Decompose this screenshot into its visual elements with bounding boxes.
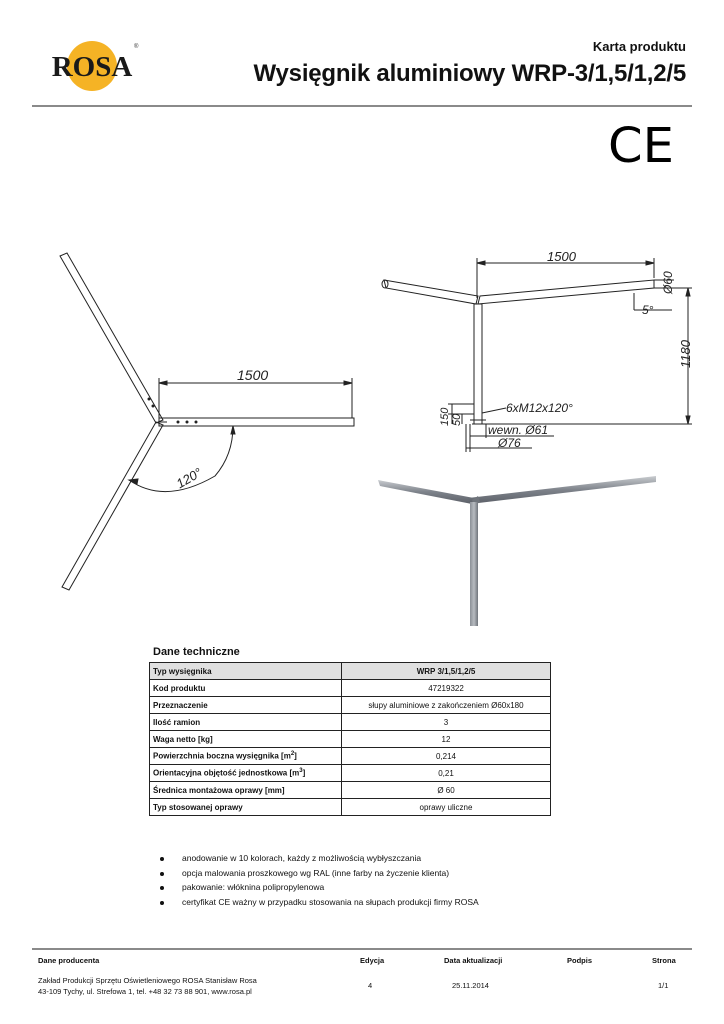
ce-text: CE	[608, 120, 674, 166]
ce-mark-icon	[608, 120, 678, 166]
spec-key: Ilość ramion	[150, 714, 342, 731]
table-row	[150, 731, 551, 748]
spec-value: oprawy uliczne	[342, 799, 551, 816]
spec-value: WRP 3/1,5/1,2/5	[342, 663, 551, 680]
bullet-icon	[160, 886, 164, 890]
spec-value: 3	[342, 714, 551, 731]
footer-producer-header: Dane producenta	[38, 956, 100, 965]
holes-label: 6xM12x120°	[506, 401, 573, 415]
spec-value: 12	[342, 731, 551, 748]
logo-text: ROSA	[51, 51, 133, 83]
side-view-drawing	[372, 248, 702, 463]
footer-page-header: Strona	[652, 956, 676, 965]
top-view-drawing	[55, 250, 360, 595]
dim-150-label: 150	[439, 407, 451, 426]
bullet-icon	[160, 901, 164, 905]
bullet-icon	[160, 872, 164, 876]
table-row	[150, 782, 551, 799]
table-row	[150, 799, 551, 816]
spec-key: Przeznaczenie	[150, 697, 342, 714]
spec-value: słupy aluminiowe z zakończeniem Ø60x180	[342, 697, 551, 714]
spec-key: Typ stosowanej oprawy	[150, 799, 342, 816]
footer-sign-header: Podpis	[567, 956, 593, 965]
document-type: Karta produktu	[592, 39, 686, 54]
outer-dia-label: Ø76	[498, 436, 521, 450]
rosa-logo	[40, 40, 140, 92]
product-3d-render	[372, 470, 702, 630]
list-item: anodowanie w 10 kolorach, każdy z możliwością wybłyszczania	[160, 853, 479, 868]
spec-key: Waga netto [kg]	[150, 731, 342, 748]
date-value: 25.11.2014	[452, 981, 489, 990]
height-1180-label: 1180	[678, 340, 693, 368]
spec-value: 47219322	[342, 680, 551, 697]
angle-5-label: 5°	[642, 303, 654, 317]
spec-key: Orientacyjna objętość jednostkowa $[m^3]$	[150, 765, 342, 782]
spec-key: Typ wysięgnika	[150, 663, 342, 680]
inner-dia-label: wewn. Ø61	[488, 423, 549, 437]
footer-date-header: Data aktualizacji	[444, 956, 503, 965]
table-row	[150, 714, 551, 731]
dim-1500-side-label: 1500	[547, 249, 576, 264]
list-item: opcja malowania proszkowego wg RAL (inne farby na życzenie klienta)	[160, 868, 479, 883]
logo-registered: ®	[134, 44, 139, 50]
spec-value: 0,214	[342, 748, 551, 765]
header-divider	[32, 105, 692, 107]
angle-120-label: 120°	[173, 464, 205, 492]
footer-edition-header: Edycja	[360, 956, 385, 965]
spec-value: Ø 60	[342, 782, 551, 799]
footer-divider	[32, 948, 692, 950]
table-row	[150, 697, 551, 714]
list-item: pakowanie: włóknina polipropylenowa	[160, 882, 479, 897]
feature-list	[160, 853, 479, 911]
spec-key: Kod produktu	[150, 680, 342, 697]
dim-1500-label: 1500	[237, 367, 269, 383]
dia-60-label: Ø60	[661, 271, 675, 294]
spec-key: Powierzchnia boczna wysięgnika $[m^2]$	[150, 748, 342, 765]
producer-address: 43-109 Tychy, ul. Strefowa 1, tel. +48 32 73 88 901, www.rosa.pl	[38, 987, 252, 996]
table-row	[150, 663, 551, 680]
spec-key: Średnica montażowa oprawy [mm]	[150, 782, 342, 799]
producer-name: Zakład Produkcji Sprzętu Oświetleniowego ROSA Stanisław Rosa	[38, 976, 257, 985]
table-row	[150, 680, 551, 697]
spec-value: 0,21	[342, 765, 551, 782]
page-title: Wysięgnik aluminiowy WRP-3/1,5/1,2/5	[253, 60, 686, 87]
dim-50-label: 50	[451, 413, 463, 426]
bullet-icon	[160, 857, 164, 861]
edition-value: 4	[368, 981, 373, 990]
tech-data-table	[149, 662, 551, 816]
tech-data-title: Dane techniczne	[153, 646, 240, 658]
table-row	[150, 748, 551, 765]
page-value: 1/1	[658, 981, 669, 990]
list-item: certyfikat CE ważny w przypadku stosowania na słupach produkcji firmy ROSA	[160, 897, 479, 912]
table-row	[150, 765, 551, 782]
